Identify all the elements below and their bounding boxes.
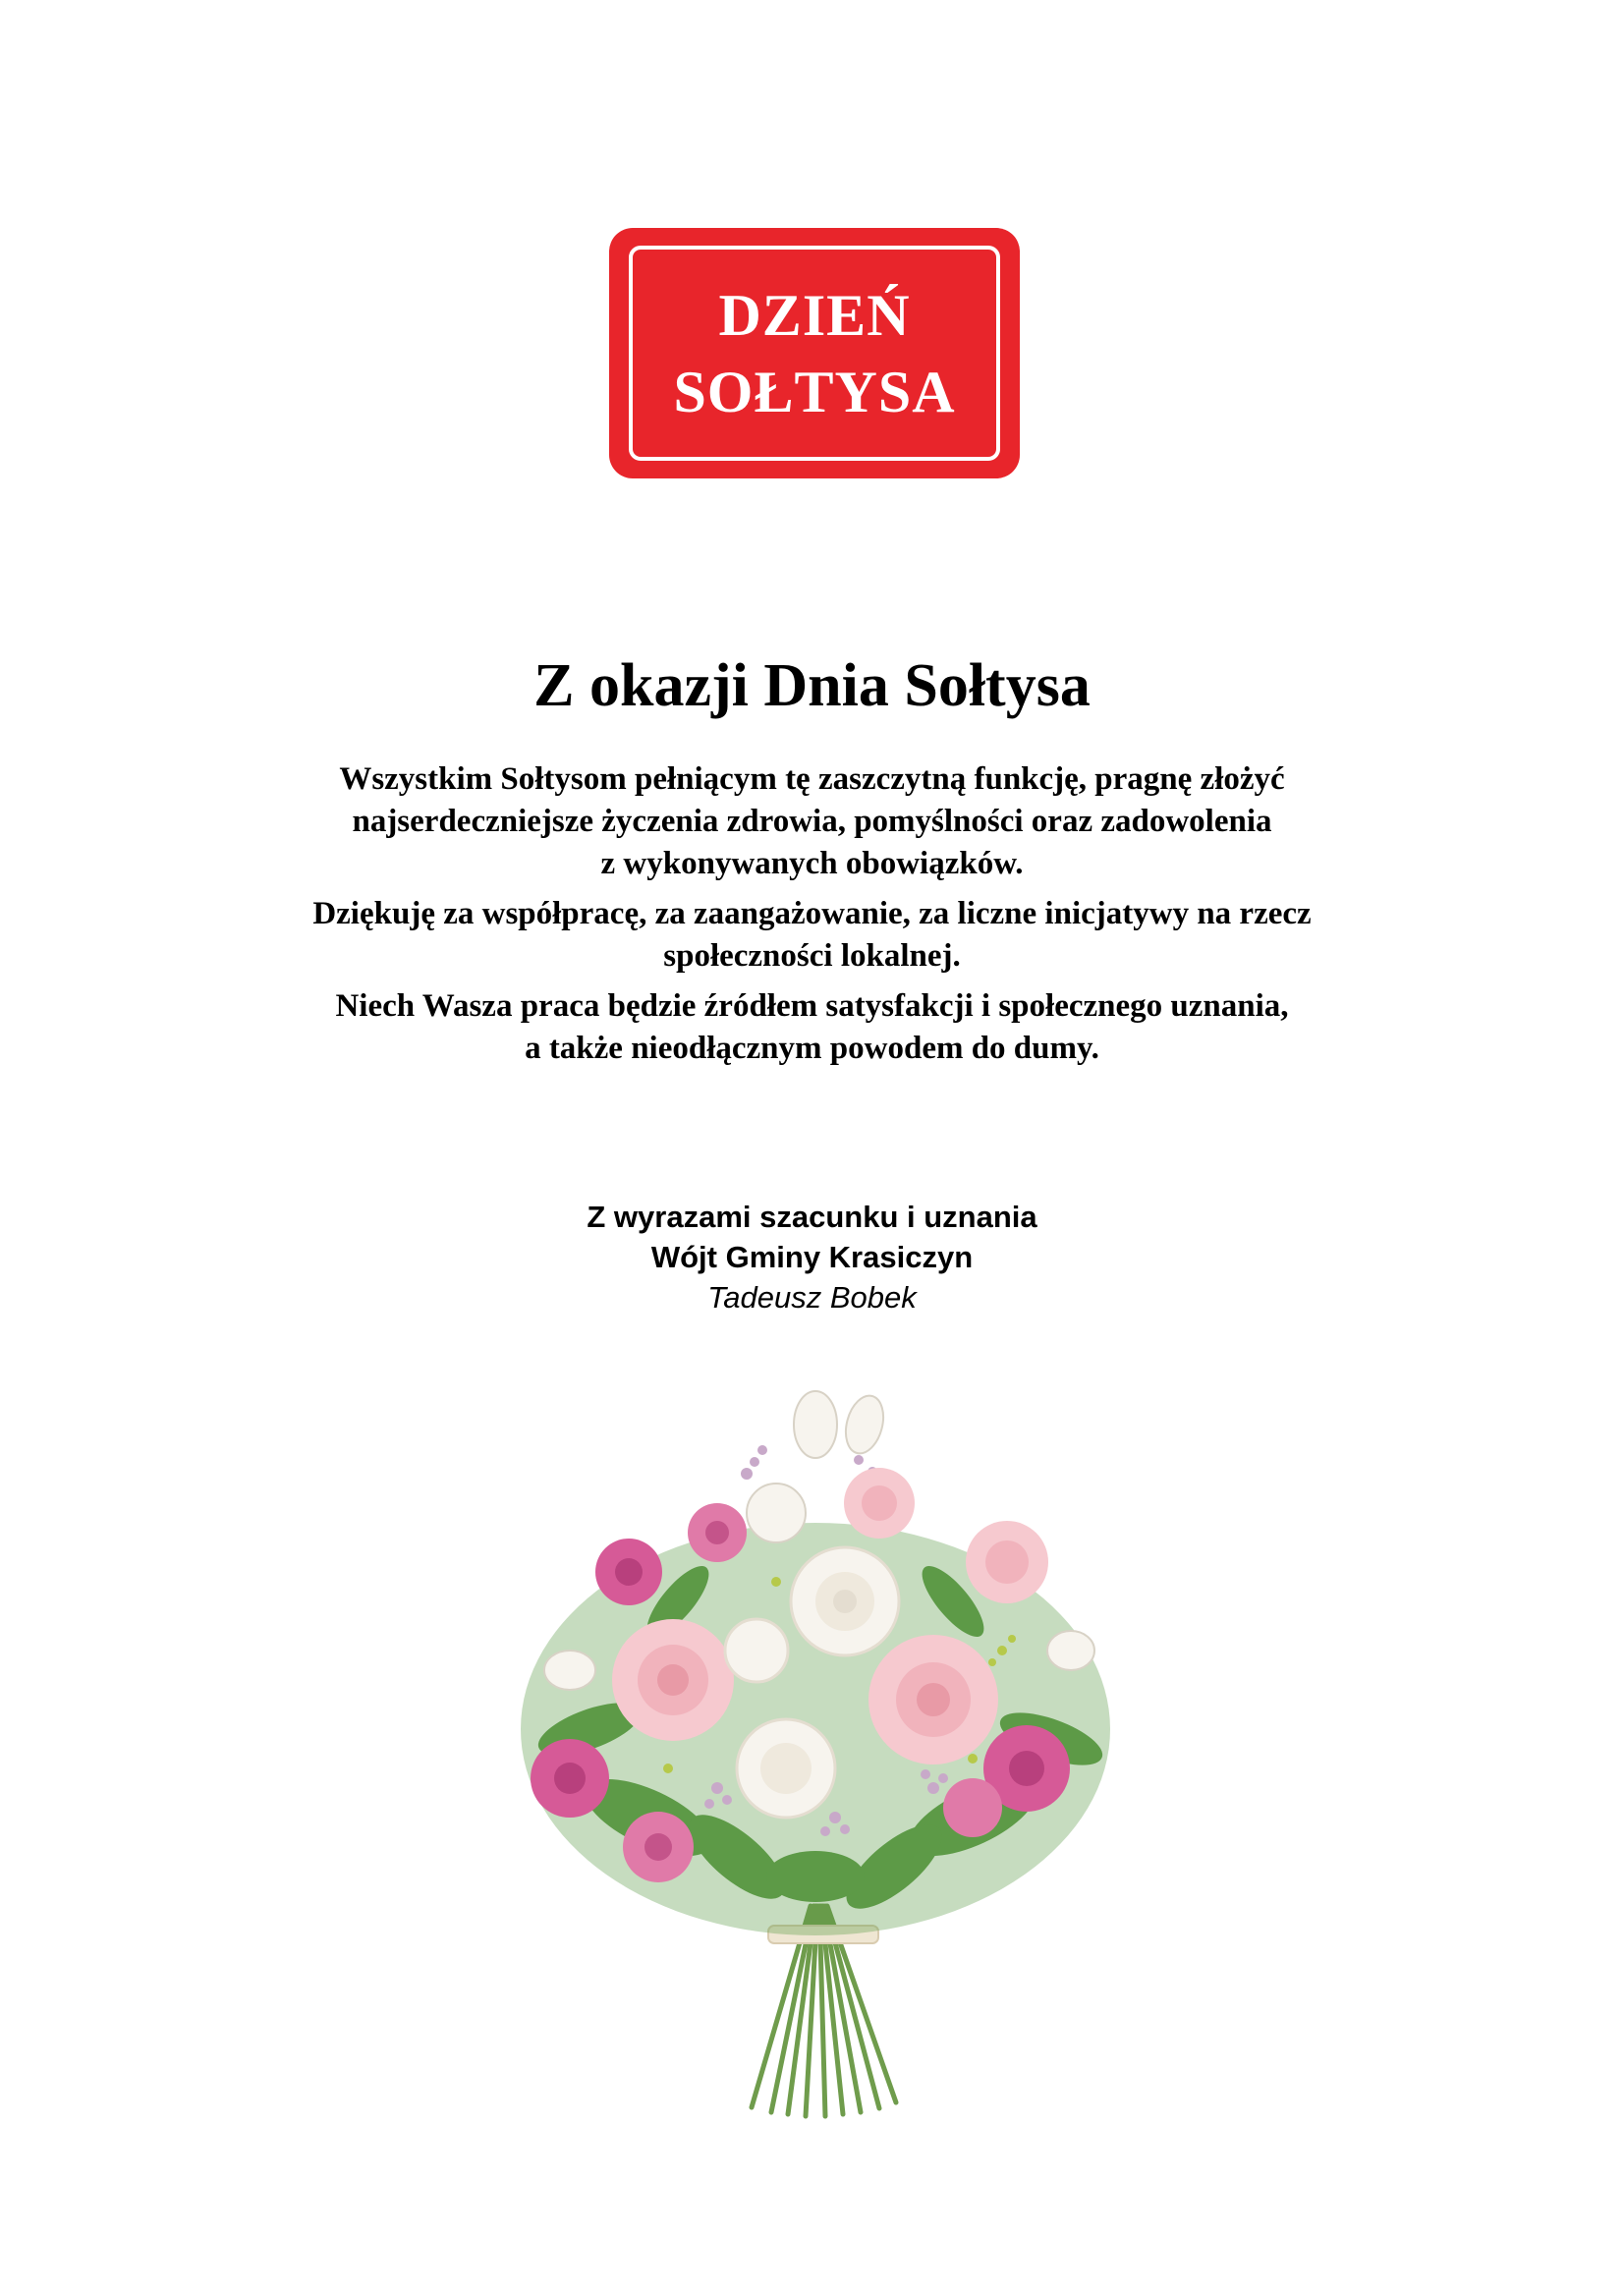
greeting-paragraph-2 (0, 893, 1624, 978)
day-badge-frame (629, 246, 1000, 461)
badge-line-2: SOŁTYSA (673, 359, 956, 424)
signature-name: Tadeusz Bobek (707, 1280, 917, 1315)
text-line: Niech Wasza praca będzie źródłem satysfakcji i społecznego uznania, (335, 988, 1289, 1024)
signature-closing: Z wyrazami szacunku i uznania (587, 1200, 1037, 1234)
text-line: Dziękuję za współpracę, za zaangażowanie, za liczne inicjatywy na rzecz (312, 896, 1312, 931)
signature-block (0, 1197, 1624, 1317)
signature-title: Wójt Gminy Krasiczyn (650, 1240, 974, 1274)
greeting-text (0, 758, 1624, 1078)
day-badge (609, 228, 1020, 478)
badge-line-1: DZIEŃ (718, 282, 911, 348)
greeting-paragraph-1 (0, 758, 1624, 885)
text-line: społeczności lokalnej. (663, 938, 961, 974)
text-line: z wykonywanych obowiązków. (600, 846, 1024, 881)
text-line: najserdeczniejsze życzenia zdrowia, pomyślności oraz zadowolenia (352, 804, 1272, 839)
page-title: Z okazji Dnia Sołtysa (533, 652, 1091, 719)
text-line: a także nieodłącznym powodem do dumy. (525, 1031, 1099, 1066)
greeting-paragraph-3 (0, 985, 1624, 1070)
flower-bouquet-icon (422, 1356, 1208, 2122)
text-line: Wszystkim Sołtysom pełniącym tę zaszczytną funkcję, pragnę złożyć (339, 761, 1285, 797)
